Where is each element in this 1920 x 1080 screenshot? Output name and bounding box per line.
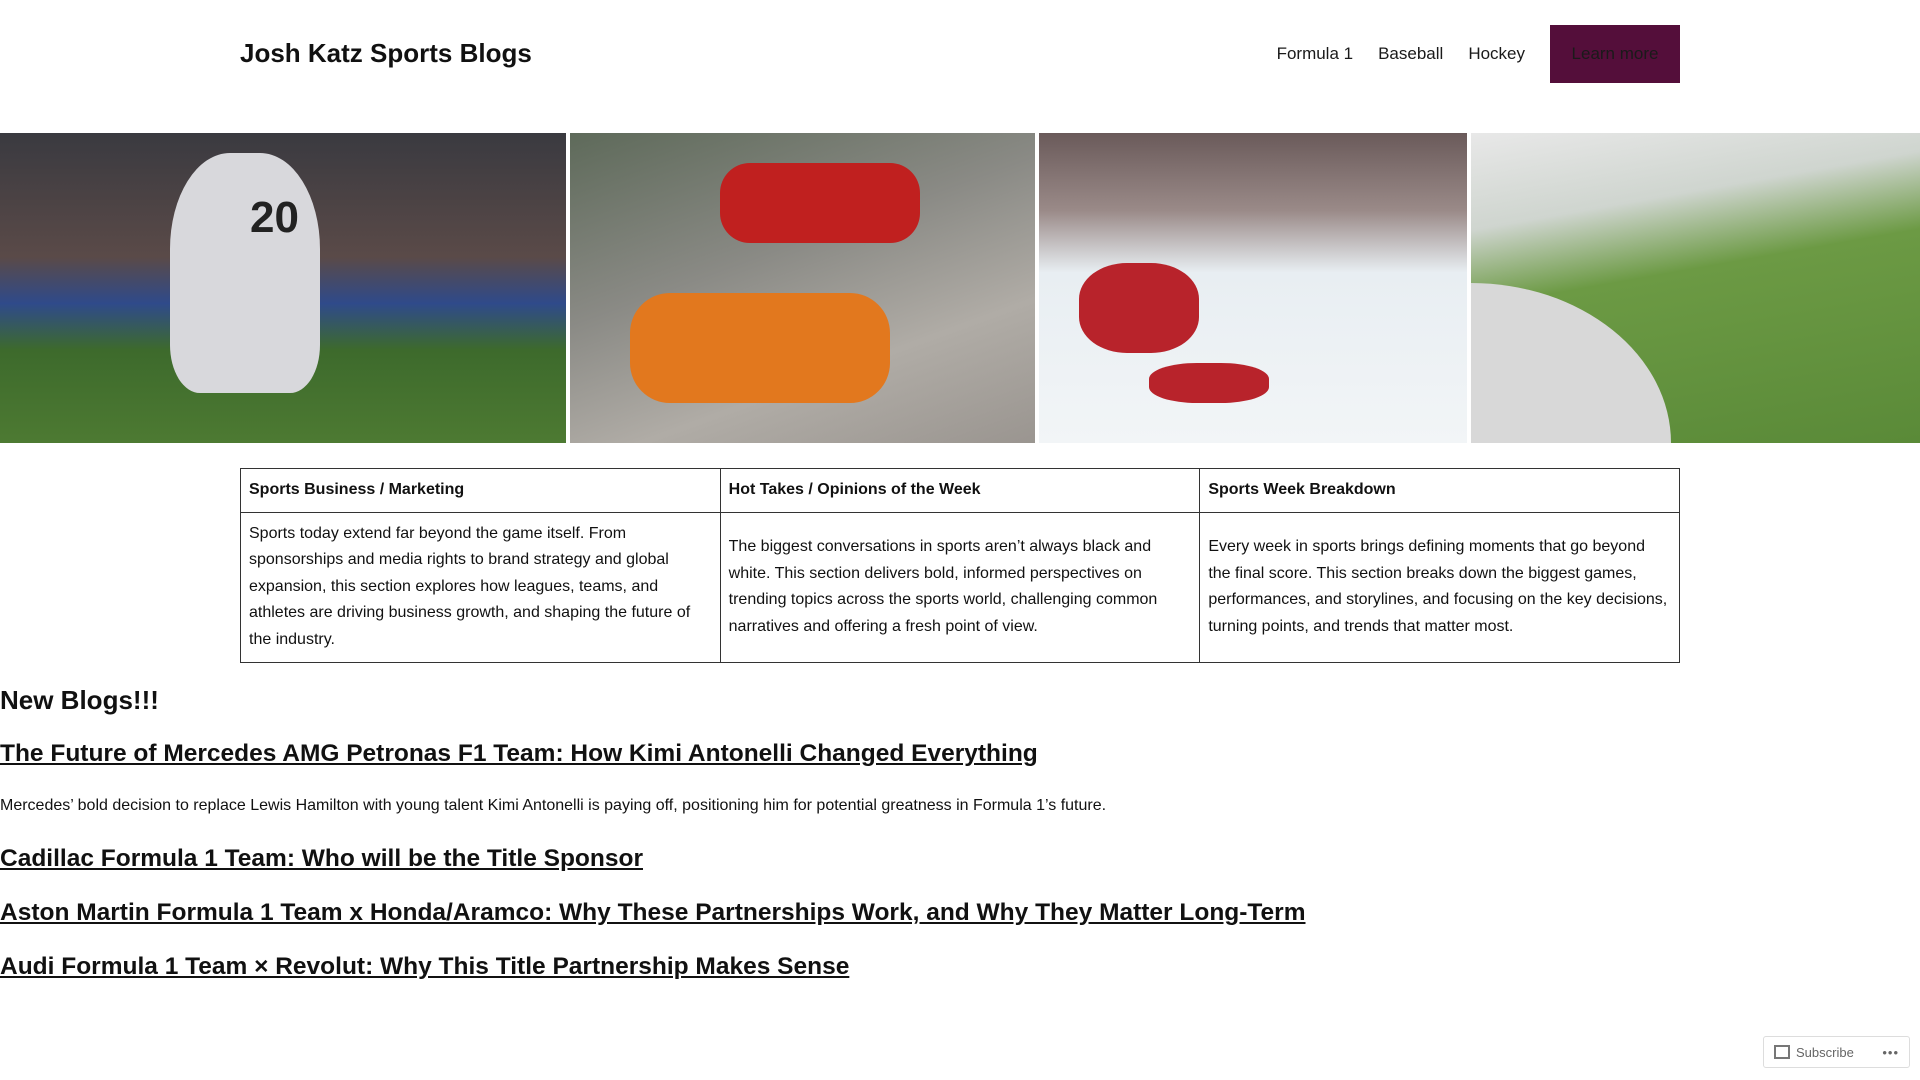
table-cell: Sports today extend far beyond the game itself. From sponsorships and media rights to brand strategy and global expansion, this section explores how leagues, teams, and athletes are driving business growth, and shaping the future of the industry.	[241, 512, 721, 662]
nav-baseball[interactable]: Baseball	[1378, 44, 1444, 63]
subscribe-button[interactable]: Subscribe	[1796, 1044, 1854, 1060]
learn-more-button[interactable]: Learn more	[1550, 25, 1680, 83]
nav-formula-1[interactable]: Formula 1	[1276, 44, 1354, 63]
new-blogs-heading: New Blogs!!!	[0, 685, 159, 715]
f1-race-start-image	[1471, 133, 1920, 443]
table-header: Hot Takes / Opinions of the Week	[720, 469, 1200, 513]
site-title[interactable]: Josh Katz Sports Blogs	[240, 38, 532, 68]
post-excerpt: Mercedes’ bold decision to replace Lewis Hamilton with young talent Kimi Antonelli is paying off, positioning him for potential greatness in Formula 1’s future.	[0, 797, 1107, 814]
table-header: Sports Business / Marketing	[241, 469, 721, 513]
table-cell: The biggest conversations in sports aren’t always black and white. This section delivers bold, informed perspectives on trending topics across the sports world, challenging common narratives and offering a fresh point of view.	[720, 512, 1200, 662]
image-gallery	[0, 133, 1920, 443]
main-nav	[1277, 25, 1680, 83]
table-cell: Every week in sports brings defining moments that go beyond the final score. This section breaks down the biggest games, performances, and storylines, and focusing on the key decisions, turning points, and trends that matter most.	[1200, 512, 1680, 662]
more-options-icon[interactable]: •••	[1882, 1044, 1899, 1060]
post-link[interactable]: Aston Martin Formula 1 Team x Honda/Aramco: Why These Partnerships Work, and Why They Matter Long-Term	[0, 899, 1306, 926]
nav-hockey[interactable]: Hockey	[1468, 44, 1525, 63]
post-link[interactable]: Audi Formula 1 Team × Revolut: Why This Title Partnership Makes Sense	[0, 953, 850, 980]
subscribe-icon[interactable]	[1774, 1045, 1790, 1059]
baseball-pitcher-image: 20	[0, 133, 566, 443]
sections-table	[240, 468, 1680, 663]
table-header: Sports Week Breakdown	[1200, 469, 1680, 513]
f1-cars-image	[570, 133, 1035, 443]
hockey-game-image	[1039, 133, 1467, 443]
post-link[interactable]: The Future of Mercedes AMG Petronas F1 Team: How Kimi Antonelli Changed Everything	[0, 740, 1038, 767]
post-link[interactable]: Cadillac Formula 1 Team: Who will be the Title Sponsor	[0, 845, 643, 872]
subscribe-bar	[1763, 1036, 1910, 1068]
